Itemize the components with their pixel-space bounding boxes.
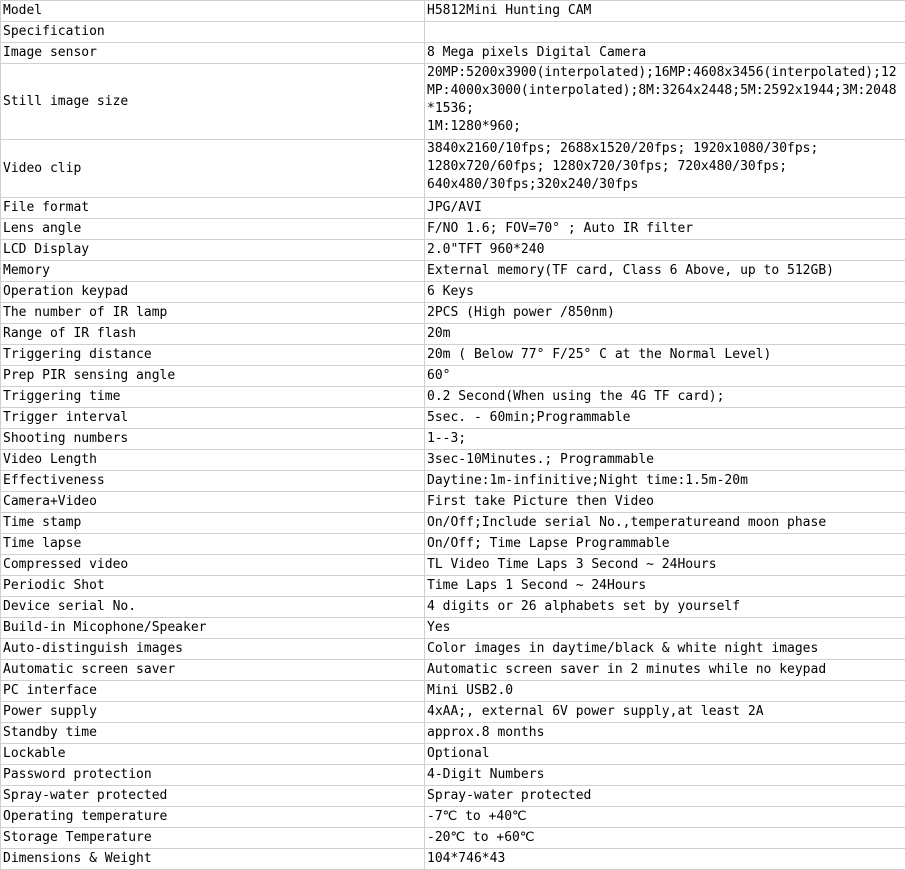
spec-label[interactable]: Lockable (1, 744, 425, 765)
spec-value[interactable]: Color images in daytime/black & white night images (425, 639, 905, 660)
table-row[interactable] (1, 1, 905, 22)
spec-table-body (1, 1, 905, 870)
spec-label[interactable]: Triggering time (1, 387, 425, 408)
spec-label[interactable]: Video clip (1, 140, 425, 198)
table-row[interactable] (1, 555, 905, 576)
spec-value[interactable]: Mini USB2.0 (425, 681, 905, 702)
spec-label[interactable]: Lens angle (1, 219, 425, 240)
spec-value[interactable]: External memory(TF card, Class 6 Above, up to 512GB) (425, 261, 905, 282)
table-row[interactable] (1, 534, 905, 555)
spec-value[interactable]: 0.2 Second(When using the 4G TF card); (425, 387, 905, 408)
spec-value[interactable]: Optional (425, 744, 905, 765)
table-row[interactable] (1, 471, 905, 492)
spec-label[interactable]: Password protection (1, 765, 425, 786)
spec-value[interactable]: TL Video Time Laps 3 Second ~ 24Hours (425, 555, 905, 576)
table-row[interactable] (1, 681, 905, 702)
table-row[interactable] (1, 702, 905, 723)
table-row[interactable] (1, 492, 905, 513)
table-row[interactable] (1, 22, 905, 43)
spec-label[interactable]: Still image size (1, 64, 425, 140)
spec-label[interactable]: Memory (1, 261, 425, 282)
table-row[interactable] (1, 765, 905, 786)
spec-label[interactable]: Prep PIR sensing angle (1, 366, 425, 387)
spec-value[interactable]: F/NO 1.6; FOV=70° ; Auto IR filter (425, 219, 905, 240)
spec-label[interactable]: LCD Display (1, 240, 425, 261)
table-row[interactable] (1, 807, 905, 828)
spec-value[interactable] (425, 22, 905, 43)
spec-value[interactable]: 2.0"TFT 960*240 (425, 240, 905, 261)
spec-label[interactable]: Operation keypad (1, 282, 425, 303)
table-row[interactable] (1, 828, 905, 849)
spec-value[interactable]: -20℃ to +60℃ (425, 828, 905, 849)
spec-value[interactable]: 104*746*43 (425, 849, 905, 870)
spec-label[interactable]: The number of IR lamp (1, 303, 425, 324)
table-row[interactable] (1, 387, 905, 408)
spec-value[interactable]: On/Off;Include serial No.,temperatureand moon phase (425, 513, 905, 534)
table-row[interactable] (1, 618, 905, 639)
table-row[interactable] (1, 240, 905, 261)
spec-value[interactable]: 20MP:5200x3900(interpolated);16MP:4608x3456(interpolated);12MP:4000x3000(interpolated);8M:3264x2448;5M:2592x1944;3M:2048*1536; 1M:1280*960; (425, 64, 905, 140)
spec-value[interactable]: H5812Mini Hunting CAM (425, 1, 905, 22)
spec-value[interactable]: Automatic screen saver in 2 minutes while no keypad (425, 660, 905, 681)
spec-label[interactable]: PC interface (1, 681, 425, 702)
spec-value[interactable]: 3sec-10Minutes.; Programmable (425, 450, 905, 471)
table-row[interactable] (1, 639, 905, 660)
spec-label[interactable]: Effectiveness (1, 471, 425, 492)
spec-value[interactable]: 20m (425, 324, 905, 345)
table-row[interactable] (1, 786, 905, 807)
table-row[interactable] (1, 282, 905, 303)
spec-value[interactable]: 5sec. - 60min;Programmable (425, 408, 905, 429)
spec-value[interactable]: 4 digits or 26 alphabets set by yourself (425, 597, 905, 618)
table-row[interactable] (1, 198, 905, 219)
spec-value[interactable]: 4xAA;, external 6V power supply,at least 2A (425, 702, 905, 723)
spec-label[interactable]: Periodic Shot (1, 576, 425, 597)
spec-label[interactable]: File format (1, 198, 425, 219)
table-row[interactable] (1, 849, 905, 870)
spec-label[interactable]: Camera+Video (1, 492, 425, 513)
table-row[interactable] (1, 345, 905, 366)
spec-label[interactable]: Dimensions & Weight (1, 849, 425, 870)
table-row[interactable] (1, 64, 905, 140)
spec-value[interactable]: 1--3; (425, 429, 905, 450)
spec-label[interactable]: Shooting numbers (1, 429, 425, 450)
table-row[interactable] (1, 660, 905, 681)
spec-label[interactable]: Specification (1, 22, 425, 43)
table-row[interactable] (1, 43, 905, 64)
spec-label[interactable]: Auto-distinguish images (1, 639, 425, 660)
spec-label[interactable]: Spray-water protected (1, 786, 425, 807)
spec-value[interactable]: 6 Keys (425, 282, 905, 303)
spec-label[interactable]: Image sensor (1, 43, 425, 64)
table-row[interactable] (1, 408, 905, 429)
table-row[interactable] (1, 140, 905, 198)
spec-value[interactable]: 60° (425, 366, 905, 387)
spec-label[interactable]: Trigger interval (1, 408, 425, 429)
spec-value[interactable]: JPG/AVI (425, 198, 905, 219)
table-row[interactable] (1, 744, 905, 765)
spec-label[interactable]: Video Length (1, 450, 425, 471)
table-row[interactable] (1, 513, 905, 534)
spec-value[interactable]: Yes (425, 618, 905, 639)
spec-label[interactable]: Triggering distance (1, 345, 425, 366)
spec-label[interactable]: Time lapse (1, 534, 425, 555)
spec-value[interactable]: 3840x2160/10fps; 2688x1520/20fps; 1920x1080/30fps; 1280x720/60fps; 1280x720/30fps; 720x480/30fps; 640x480/30fps;320x240/30fps (425, 140, 905, 198)
spec-value[interactable]: Time Laps 1 Second ~ 24Hours (425, 576, 905, 597)
table-row[interactable] (1, 429, 905, 450)
spec-label[interactable]: Time stamp (1, 513, 425, 534)
spec-value[interactable]: 4-Digit Numbers (425, 765, 905, 786)
table-row[interactable] (1, 576, 905, 597)
spec-label[interactable]: Standby time (1, 723, 425, 744)
table-row[interactable] (1, 597, 905, 618)
spec-value[interactable]: -7℃ to +40℃ (425, 807, 905, 828)
spec-value[interactable]: approx.8 months (425, 723, 905, 744)
table-row[interactable] (1, 723, 905, 744)
spec-value[interactable]: 20m ( Below 77° F/25° C at the Normal Level) (425, 345, 905, 366)
spec-label[interactable]: Model (1, 1, 425, 22)
spec-value[interactable]: 8 Mega pixels Digital Camera (425, 43, 905, 64)
spec-label[interactable]: Device serial No. (1, 597, 425, 618)
table-row[interactable] (1, 366, 905, 387)
spec-label[interactable]: Automatic screen saver (1, 660, 425, 681)
table-row[interactable] (1, 324, 905, 345)
spec-label[interactable]: Storage Temperature (1, 828, 425, 849)
spec-label[interactable]: Power supply (1, 702, 425, 723)
table-row[interactable] (1, 303, 905, 324)
spec-label[interactable]: Operating temperature (1, 807, 425, 828)
table-row[interactable] (1, 261, 905, 282)
spec-label[interactable]: Range of IR flash (1, 324, 425, 345)
table-row[interactable] (1, 450, 905, 471)
spec-value[interactable]: First take Picture then Video (425, 492, 905, 513)
spec-label[interactable]: Compressed video (1, 555, 425, 576)
spec-label[interactable]: Build-in Micophone/Speaker (1, 618, 425, 639)
spec-value[interactable]: Daytine:1m-infinitive;Night time:1.5m-20m (425, 471, 905, 492)
spec-value[interactable]: On/Off; Time Lapse Programmable (425, 534, 905, 555)
spec-value[interactable]: Spray-water protected (425, 786, 905, 807)
spec-value[interactable]: 2PCS (High power /850nm) (425, 303, 905, 324)
table-row[interactable] (1, 219, 905, 240)
